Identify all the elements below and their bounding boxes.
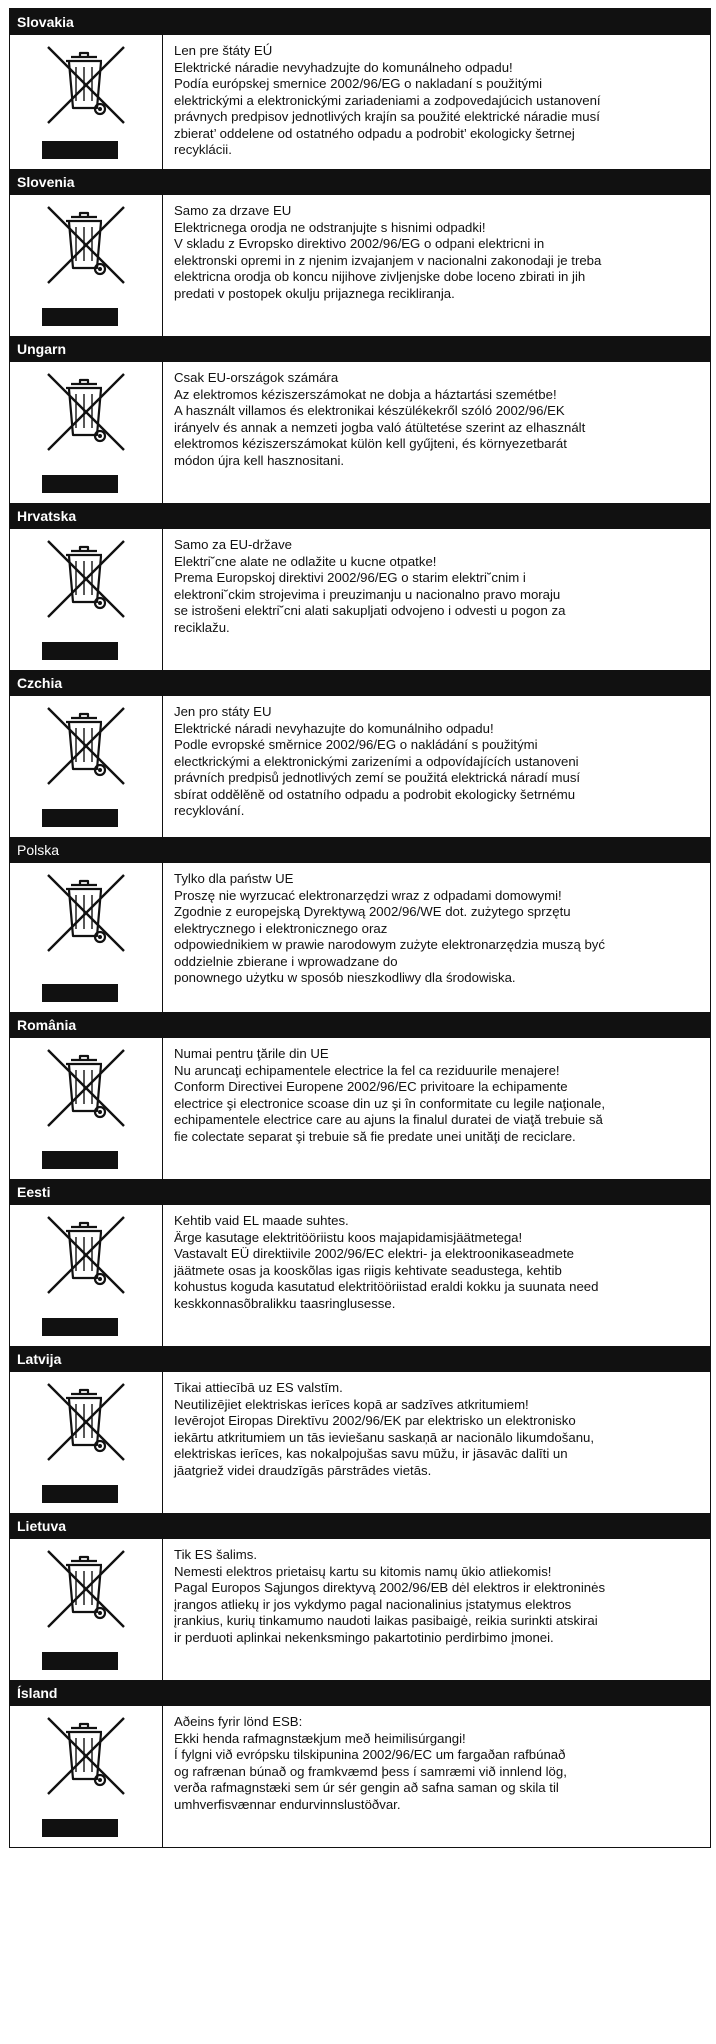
instruction-line: recyklácii. [174, 142, 232, 157]
instruction-line: predati v postopek okulju prijaznega recikliranja. [174, 285, 455, 301]
country-header: Slovenia [10, 169, 710, 195]
country-section [10, 336, 710, 503]
instruction-line: Proszę nie wyrzucać elektronarzędzi wraz z odpadami domowymi! [174, 887, 562, 903]
country-header: Ungarn [10, 336, 710, 362]
instruction-line: Podía európskej smernice 2002/96/EG o nakladaní s použitými [174, 76, 542, 91]
section-body [10, 1706, 710, 1847]
weee-symbol-cell [10, 863, 163, 1012]
country-section [10, 670, 710, 837]
instruction-line: oddzielnie zbierane i wprowadzane do [174, 953, 398, 969]
crossed-out-wheelie-bin-icon [44, 1213, 128, 1301]
instruction-line: V skladu z Evropsko direktivo 2002/96/EG o odpani elektricni in [174, 236, 545, 251]
section-body [10, 696, 710, 837]
disposal-instructions [163, 1038, 710, 1179]
weee-symbol-cell [10, 1205, 163, 1346]
section-body [10, 529, 710, 670]
country-section [10, 1680, 710, 1847]
instruction-line: elektronski opremi in z njenim izvajanjem v nacionalni zakonodaji je treba [174, 252, 602, 268]
section-body [10, 1205, 710, 1346]
solid-bar-symbol [42, 984, 118, 1002]
instruction-line: Ievērojot Eiropas Direktīvu 2002/96/EK par elektrisko un elektronisko [174, 1413, 576, 1428]
instruction-line: jäätmete osas ja kooskõlas igas riigis kehtivate seadustega, kehtib [174, 1262, 562, 1278]
instruction-line: įrankius, kurių tinkamumo naudoti laikas pasibaigė, reikia surinkti atskirai [174, 1613, 598, 1628]
solid-bar-symbol [42, 141, 118, 159]
instruction-line: Az elektromos kéziszerszámokat ne dobja a háztartási szemétbe! [174, 386, 557, 402]
instruction-line: įrangos atliekų ir jos vykdymo pagal nacionalinius įstatymus elektros [174, 1596, 572, 1612]
crossed-out-wheelie-bin-icon [44, 704, 128, 792]
section-body [10, 362, 710, 503]
instruction-line: Csak EU-országok számára [174, 370, 339, 385]
instruction-line: Samo za EU-države [174, 537, 292, 552]
instruction-line: keskkonnasõbralikku taasringlusesse. [174, 1295, 396, 1311]
solid-bar-symbol [42, 308, 118, 326]
instruction-line: Tik ES šalims. [174, 1547, 258, 1562]
instruction-line: sbírat oddělěně od ostatního odpadu a podrobit ekologicky šetrnému [174, 786, 576, 802]
crossed-out-wheelie-bin-icon [44, 203, 128, 291]
instruction-line: se istrošeni elektri˘cni alati sakupljati odvojeno i odvesti u pogon za [174, 603, 566, 618]
instruction-line: og rafrænan búnað og framkvæmd þess í samræmi við innlend lög, [174, 1763, 567, 1779]
country-header: Eesti [10, 1179, 710, 1205]
disposal-instructions [163, 195, 710, 336]
crossed-out-wheelie-bin-icon [44, 537, 128, 625]
instruction-line: echipamentele electrice care au ajuns la finalul duratei de viaţă trebuie să [174, 1112, 603, 1127]
instruction-line: A használt villamos és elektronikai készülékekről szóló 2002/96/EK [174, 403, 565, 418]
solid-bar-symbol [42, 1151, 118, 1169]
disposal-instructions [163, 863, 710, 1012]
instruction-line: Nu aruncaţi echipamentele electrice la fel ca reziduurile menajere! [174, 1062, 560, 1078]
disposal-instructions [163, 1205, 710, 1346]
instruction-line: právních predpisů jednotlivých zemí se použitá elektrická náradí musí [174, 770, 581, 785]
crossed-out-wheelie-bin-icon [44, 871, 128, 959]
instruction-line: Neutilizējiet elektriskas ierīces kopā ar sadzīves atkritumiem! [174, 1396, 529, 1412]
weee-symbol-cell [10, 1372, 163, 1513]
instruction-line: Elektrické náradie nevyhadzujte do komunálneho odpadu! [174, 59, 513, 75]
instruction-line: electrice şi electronice scoase din uz şi în conformitate cu legile naţionale, [174, 1095, 606, 1111]
solid-bar-symbol [42, 475, 118, 493]
crossed-out-wheelie-bin-icon [44, 1547, 128, 1635]
country-header: Latvija [10, 1346, 710, 1372]
weee-symbol-cell [10, 35, 163, 169]
country-header: Polska [10, 837, 710, 863]
instruction-line: elektrickými a elektronickými zariadeniami a zodpovedajúcich ustanovení [174, 92, 601, 108]
instruction-line: ponownego użytku w sposób nieszkodliwy dla środowiska. [174, 970, 516, 985]
instruction-line: Vastavalt EÜ direktiivile 2002/96/EC elektri- ja elektroonikaseadmete [174, 1246, 574, 1261]
instruction-line: Nemesti elektros prietaisų kartu su kitomis namų ūkio atliekomis! [174, 1563, 552, 1579]
instruction-line: elektromos kéziszerszámokat külön kell gyűjteni, és környezetbarát [174, 436, 567, 451]
instruction-line: Kehtib vaid EL maade suhtes. [174, 1213, 349, 1228]
disposal-instructions [163, 1539, 710, 1680]
instruction-line: Zgodnie z europejską Dyrektywą 2002/96/WE dot. zużytego sprzętu [174, 904, 571, 919]
instruction-line: jāatgriež videi draudzīgās pārstrādes vietās. [174, 1462, 432, 1478]
instruction-line: Tylko dla państw UE [174, 871, 294, 886]
country-header: Lietuva [10, 1513, 710, 1539]
country-section [10, 1179, 710, 1346]
instruction-line: elektricna orodja ob koncu nijihove zivljenjske dobe loceno zbirati in jih [174, 269, 586, 284]
instruction-line: reciklažu. [174, 619, 230, 635]
disposal-instructions [163, 696, 710, 837]
solid-bar-symbol [42, 642, 118, 660]
country-section [10, 9, 710, 169]
instruction-line: electkrickými a elektronickými zarizeními a odpovídajících ustanoveni [174, 753, 579, 769]
weee-symbol-cell [10, 696, 163, 837]
instruction-line: Jen pro státy EU [174, 704, 272, 719]
crossed-out-wheelie-bin-icon [44, 370, 128, 458]
instruction-line: Tikai attiecībā uz ES valstīm. [174, 1380, 343, 1395]
instruction-line: právnych predpisov jednotlivých krajín sa použité elektrické náradie musí [174, 109, 600, 124]
instruction-line: Numai pentru ţările din UE [174, 1046, 329, 1061]
crossed-out-wheelie-bin-icon [44, 1046, 128, 1134]
instruction-line: elektrycznego i elektronicznego oraz [174, 920, 388, 936]
section-body [10, 1038, 710, 1179]
section-body [10, 195, 710, 336]
disposal-instructions [163, 362, 710, 503]
recycling-notice-document [9, 8, 711, 1848]
solid-bar-symbol [42, 809, 118, 827]
instruction-line: Conform Directivei Europene 2002/96/EC privitoare la echipamente [174, 1079, 568, 1094]
instruction-line: módon újra kell hasznositani. [174, 452, 345, 468]
country-section [10, 1513, 710, 1680]
instruction-line: zbierat’ oddelene od ostatného odpadu a podrobit’ ekologicky šetrnej [174, 125, 575, 141]
weee-symbol-cell [10, 195, 163, 336]
solid-bar-symbol [42, 1485, 118, 1503]
instruction-line: Podle evropské směrnice 2002/96/EG o nakládání s použitými [174, 737, 538, 752]
instruction-line: fie colectate separat şi trebuie să fie predate unei unităţi de reciclare. [174, 1128, 576, 1144]
disposal-instructions [163, 35, 710, 169]
solid-bar-symbol [42, 1318, 118, 1336]
weee-symbol-cell [10, 1038, 163, 1179]
instruction-line: iekārtu atkritumiem un tās ieviešanu saskaņā ar nacionālo likumdošanu, [174, 1429, 595, 1445]
instruction-line: irányelv és annak a nemzeti jogba való átültetése szerint az elhasznált [174, 419, 586, 435]
weee-symbol-cell [10, 362, 163, 503]
instruction-line: Í fylgni við evrópsku tilskipunina 2002/96/EC um fargaðan rafbúnað [174, 1747, 566, 1762]
instruction-line: Ärge kasutage elektritööriistu koos majapidamisjäätmetega! [174, 1229, 523, 1245]
instruction-line: Elektrické náradi nevyhazujte do komunálniho odpadu! [174, 720, 494, 736]
instruction-line: umhverfisvænnar endurvinnslustöðvar. [174, 1796, 401, 1812]
weee-symbol-cell [10, 1706, 163, 1847]
instruction-line: ir perduoti aplinkai nekenksmingo pakartotinio perdirbimo įmonei. [174, 1629, 554, 1645]
crossed-out-wheelie-bin-icon [44, 1714, 128, 1802]
country-header: Ísland [10, 1680, 710, 1706]
instruction-line: recyklování. [174, 803, 245, 818]
country-section [10, 1012, 710, 1179]
instruction-line: verða rafmagnstæki sem úr sér gengin að safna saman og skila til [174, 1780, 559, 1795]
instruction-line: odpowiednikiem w prawie narodowym zużyte elektronarzędzia muszą być [174, 937, 605, 952]
country-section [10, 1346, 710, 1513]
crossed-out-wheelie-bin-icon [44, 43, 128, 131]
instruction-line: Prema Europskoj direktivi 2002/96/EG o starim elektri˘cnim i [174, 570, 526, 585]
disposal-instructions [163, 1706, 710, 1847]
country-header: Czchia [10, 670, 710, 696]
instruction-line: Elektri˘cne alate ne odlažite u kucne otpatke! [174, 553, 437, 569]
instruction-line: elektriskas ierīces, kas nokalpojušas savu mūžu, ir jāsavāc dalīti un [174, 1446, 568, 1461]
weee-symbol-cell [10, 529, 163, 670]
country-section [10, 503, 710, 670]
section-body [10, 35, 710, 169]
country-header: România [10, 1012, 710, 1038]
country-header: Slovakia [10, 9, 710, 35]
disposal-instructions [163, 1372, 710, 1513]
section-body [10, 1539, 710, 1680]
section-body [10, 863, 710, 1012]
crossed-out-wheelie-bin-icon [44, 1380, 128, 1468]
instruction-line: Samo za drzave EU [174, 203, 292, 218]
instruction-line: Ekki henda rafmagnstækjum með heimilisúrgangi! [174, 1730, 466, 1746]
country-section [10, 169, 710, 336]
instruction-line: kohustus koguda kasutatud elektritööriistad eraldi kokku ja suunata need [174, 1279, 599, 1294]
country-section [10, 837, 710, 1012]
disposal-instructions [163, 529, 710, 670]
solid-bar-symbol [42, 1819, 118, 1837]
instruction-line: Elektricnega orodja ne odstranjujte s hisnimi odpadki! [174, 219, 486, 235]
instruction-line: Aðeins fyrir lönd ESB: [174, 1714, 303, 1729]
instruction-line: Pagal Europos Sąjungos direktyvą 2002/96/EB dėl elektros ir elektroninės [174, 1580, 606, 1595]
instruction-line: Len pre štáty EÚ [174, 43, 273, 58]
section-body [10, 1372, 710, 1513]
weee-symbol-cell [10, 1539, 163, 1680]
country-header: Hrvatska [10, 503, 710, 529]
solid-bar-symbol [42, 1652, 118, 1670]
instruction-line: elektroni˘ckim strojevima i preuzimanju u nacionalno pravo moraju [174, 586, 561, 602]
